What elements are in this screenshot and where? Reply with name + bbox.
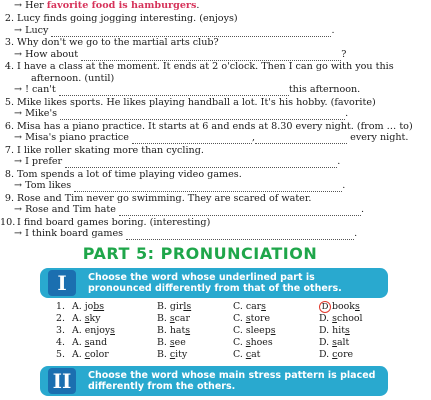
answer-line[interactable]: → I prefer . [14, 156, 341, 167]
option-d[interactable]: D. salt [319, 337, 350, 348]
question-row: 5. A. color B. city C. cat D. core [56, 349, 354, 360]
question-row: 4. A. sand B. see C. shoes D. salt [56, 337, 350, 348]
item-number: 7. [4, 144, 14, 156]
section-2-numeral: II [48, 368, 76, 394]
option-c[interactable]: C. cars [233, 301, 266, 312]
option-a[interactable]: A. enjoys [72, 325, 115, 336]
item-text: Mike likes sports. He likes playing handball a lot. It's his hobby. (favorite) [17, 96, 376, 108]
answer-line[interactable]: → How about ? [14, 48, 347, 60]
option-c[interactable]: C. cat [233, 349, 261, 360]
answer-blank[interactable] [59, 86, 289, 96]
item-text: I find board games boring. (interesting) [17, 216, 211, 228]
answer-line[interactable]: → Mike's . [14, 108, 349, 119]
answer-line[interactable]: → I think board games . [14, 228, 358, 239]
answer-blank[interactable] [126, 230, 354, 240]
option-c[interactable]: C. sleeps [233, 325, 276, 336]
option-d[interactable]: D. hits [319, 325, 350, 336]
exercise-line: → Her favorite food is hamburgers. [14, 0, 200, 11]
question-row: 1. A. jobs B. girls C. cars D books [56, 301, 360, 312]
option-b[interactable]: B. girls [157, 301, 192, 312]
answer-blank[interactable] [60, 110, 345, 120]
section-1-numeral: I [48, 270, 76, 296]
section-1-banner [40, 268, 388, 298]
option-a[interactable]: A. jobs [72, 301, 105, 312]
option-d[interactable]: D. school [319, 313, 363, 324]
option-a[interactable]: A. sky [72, 313, 101, 324]
answer-line[interactable]: → Rose and Tim hate . [14, 204, 364, 215]
item-number: 6. [4, 120, 14, 132]
section-2-banner [40, 366, 388, 396]
item-text: Why don't we go to the martial arts club? [17, 37, 219, 48]
exercise-line [0, 120, 413, 133]
answer-blank[interactable] [74, 182, 342, 192]
option-c[interactable]: C. shoes [233, 337, 273, 348]
exercise-line [0, 37, 400, 49]
exercise-line [0, 169, 400, 181]
exercise-line [0, 145, 400, 157]
question-row: 2. A. sky B. scar C. store D. school [56, 313, 363, 324]
item-text: Misa has a piano practice. It starts at 6 and ends at 8.30 every night. (from … to) [17, 120, 413, 132]
option-b[interactable]: B. see [157, 337, 186, 348]
answer-line[interactable]: → Tom likes . [14, 180, 346, 191]
option-b[interactable]: B. city [157, 349, 188, 360]
answer-blank[interactable] [255, 134, 347, 144]
answer-blank[interactable] [81, 51, 341, 61]
item-number: 2. [4, 13, 14, 24]
answer-blank[interactable] [51, 27, 331, 37]
answer-blank[interactable] [65, 158, 337, 168]
item-number: 9. [4, 192, 14, 204]
option-a[interactable]: A. sand [72, 337, 108, 348]
exercise-line [0, 13, 400, 25]
answer-blank[interactable] [132, 134, 252, 144]
option-a[interactable]: A. color [72, 349, 109, 360]
item-number: 5. [4, 96, 14, 108]
circled-answer: D [319, 301, 331, 313]
section-2-instruction: Choose the word whose main stress pattern is placed differently from the others. [88, 370, 376, 392]
option-c[interactable]: C. store [233, 313, 271, 324]
option-b[interactable]: B. hats [157, 325, 191, 336]
exercise-line [0, 217, 400, 229]
option-d[interactable]: D books [319, 301, 360, 313]
pronunciation-grid [56, 301, 386, 361]
item-text: Lucy finds going jogging interesting. (enjoys) [17, 13, 238, 24]
option-b[interactable]: B. scar [157, 313, 190, 324]
item-number: 3. [4, 37, 14, 48]
item-number: 4. [4, 61, 14, 72]
item-text: Rose and Tim never go swimming. They are scared of water. [17, 192, 312, 204]
item-number: 10. [0, 216, 16, 228]
item-text: Tom spends a lot of time playing video games. [17, 168, 242, 180]
part5-title: PART 5: PRONUNCIATION [82, 244, 318, 263]
section-1-instruction: Choose the word whose underlined part is pronounced differently from that of the others. [88, 272, 342, 294]
item-number: 8. [4, 168, 14, 180]
exercise-line [0, 61, 400, 73]
answer-line[interactable]: → Misa's piano practice , every night. [14, 132, 409, 143]
question-row: 3. A. enjoys B. hats C. sleeps D. hits [56, 325, 350, 336]
exercise-line [0, 193, 400, 205]
answer-line[interactable]: → ! can't this afternoon. [14, 84, 361, 95]
answer-blank[interactable] [119, 206, 361, 216]
option-d[interactable]: D. core [319, 349, 354, 360]
highlighted-answer: favorite food is hamburgers [46, 0, 197, 11]
exercise-line [0, 97, 400, 109]
item-text: I have a class at the moment. It ends at 2 o'clock. Then I can go with you this [17, 61, 394, 72]
exercise-line: afternoon. (until) [31, 72, 115, 84]
item-text: I like roller skating more than cycling. [17, 144, 204, 156]
answer-line[interactable]: → Lucy . [14, 24, 335, 36]
